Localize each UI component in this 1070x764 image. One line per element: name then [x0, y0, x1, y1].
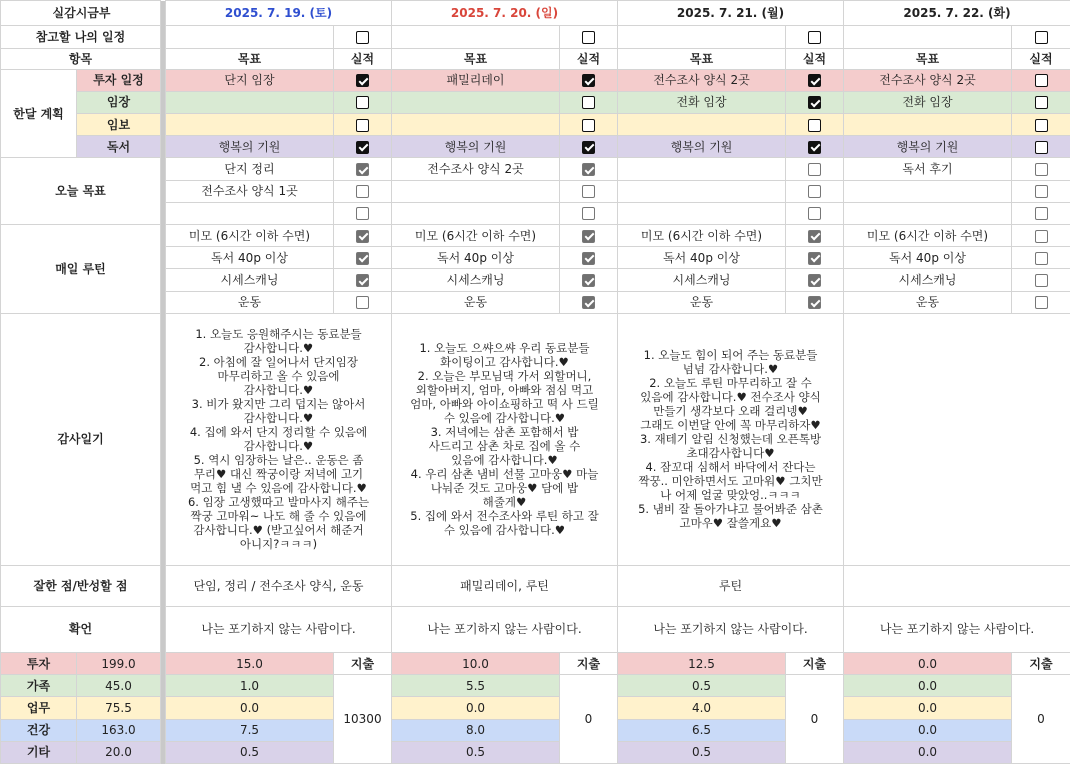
- monthly-result-cell[interactable]: [560, 136, 618, 158]
- today-goal-cell[interactable]: 독서 후기: [844, 158, 1012, 180]
- monthly-result-cell[interactable]: [1012, 114, 1070, 136]
- time-total: 163.0: [77, 719, 161, 741]
- goal-header: 목표: [166, 49, 334, 69]
- time-value-cell[interactable]: 6.5: [618, 719, 786, 741]
- today-goal-cell[interactable]: [392, 180, 560, 202]
- time-category: 투자: [1, 652, 77, 674]
- routine-cell[interactable]: 미모 (6시간 이하 수면): [166, 225, 334, 247]
- monthly-result-cell[interactable]: [560, 69, 618, 91]
- result-header: 실적: [1012, 49, 1070, 69]
- ref-schedule-check[interactable]: [1012, 26, 1070, 49]
- checkbox-icon[interactable]: [356, 96, 369, 109]
- routine-result-cell[interactable]: [1012, 225, 1070, 247]
- spend-header: 지출: [560, 652, 618, 674]
- monthly-goal-cell[interactable]: 전수조사 양식 2곳: [844, 69, 1012, 91]
- time-value-cell[interactable]: 0.5: [618, 741, 786, 763]
- today-goal-cell[interactable]: [618, 180, 786, 202]
- time-value-cell[interactable]: 0.5: [392, 741, 560, 763]
- gratitude-line: 1. 오늘도 힘이 되어 주는 동료분들: [643, 348, 818, 363]
- checkbox-icon[interactable]: [1035, 252, 1048, 265]
- routine-cell[interactable]: 시세스캐닝: [392, 269, 560, 291]
- time-category: 건강: [1, 719, 77, 741]
- gratitude-line: 아니지?ㅋㅋㅋ): [239, 537, 318, 552]
- time-value-cell[interactable]: 0.0: [844, 675, 1012, 697]
- monthly-goal-cell[interactable]: [618, 114, 786, 136]
- monthly-goal-cell[interactable]: [844, 114, 1012, 136]
- ref-schedule-check[interactable]: [786, 26, 844, 49]
- time-total: 45.0: [77, 675, 161, 697]
- gratitude-line: 3. 재테기 알림 신청했는데 오픈톡방: [639, 432, 822, 447]
- gratitude-line: 4. 우리 삼촌 냄비 선물 고마웅♥ 마늘: [410, 467, 599, 482]
- time-total: 20.0: [77, 741, 161, 763]
- gratitude-line: 2. 아침에 잘 일어나서 단지임장: [199, 355, 358, 370]
- today-goal-cell[interactable]: [618, 202, 786, 224]
- checked-checkbox-icon[interactable]: [356, 74, 369, 87]
- checked-checkbox-icon[interactable]: [356, 230, 369, 243]
- gratitude-entry[interactable]: [392, 313, 618, 565]
- date-header: 2025. 7. 21. (월): [618, 1, 844, 26]
- spend-header: 지출: [786, 652, 844, 674]
- time-value-cell[interactable]: 1.0: [166, 675, 334, 697]
- spend-header: 지출: [1012, 652, 1070, 674]
- gratitude-line: 외할아버지, 엄마, 아빠와 점심 먹고: [415, 383, 594, 398]
- today-result-cell[interactable]: [786, 158, 844, 180]
- gratitude-line: 2. 오늘도 루틴 마무리하고 잘 수: [649, 376, 812, 391]
- gratitude-line: 1. 오늘도 응원해주시는 동료분들: [195, 327, 362, 342]
- time-value-cell[interactable]: 4.0: [618, 697, 786, 719]
- checked-checkbox-icon[interactable]: [808, 230, 821, 243]
- checked-checkbox-icon[interactable]: [356, 163, 369, 176]
- checked-checkbox-icon[interactable]: [582, 274, 595, 287]
- review-cell[interactable]: 패밀리데이, 루틴: [392, 566, 618, 606]
- time-value-cell[interactable]: 0.0: [844, 652, 1012, 674]
- checkbox-icon[interactable]: [1035, 296, 1048, 309]
- monthly-result-cell[interactable]: [1012, 136, 1070, 158]
- routine-result-cell[interactable]: [560, 247, 618, 269]
- spend-header: 지출: [334, 652, 392, 674]
- ref-schedule-cell[interactable]: [844, 26, 1012, 49]
- today-goal-cell[interactable]: [392, 202, 560, 224]
- routine-cell[interactable]: 운동: [392, 291, 560, 313]
- checked-checkbox-icon[interactable]: [356, 252, 369, 265]
- routine-result-cell[interactable]: [334, 247, 392, 269]
- gratitude-line: 3. 저녁에는 삼촌 포함해서 밥: [430, 425, 579, 440]
- monthly-category: 임보: [77, 114, 161, 136]
- checkbox-icon[interactable]: [356, 119, 369, 132]
- today-result-cell[interactable]: [1012, 158, 1070, 180]
- gratitude-line: 화이팅이고 감사합니다.♥: [440, 355, 569, 370]
- gratitude-line: 초대감사합니다♥: [686, 446, 775, 461]
- checked-checkbox-icon[interactable]: [582, 252, 595, 265]
- gratitude-line: 사드리고 삼촌 차로 집에 올 수: [428, 439, 581, 454]
- gratitude-line: 만들기 생각보다 오래 걸리넹♥: [653, 404, 808, 419]
- checkbox-icon[interactable]: [582, 185, 595, 198]
- today-result-cell[interactable]: [334, 180, 392, 202]
- checkbox-icon[interactable]: [1035, 230, 1048, 243]
- gratitude-line: 3. 비가 왔지만 그리 덥지는 않아서: [191, 397, 366, 412]
- time-value-cell[interactable]: 12.5: [618, 652, 786, 674]
- time-value-cell[interactable]: 0.0: [392, 697, 560, 719]
- affirmation-label: 확언: [1, 606, 161, 652]
- gratitude-line: 나 어제 얼굴 맞았엉..ㅋㅋㅋ: [660, 488, 801, 503]
- routine-cell[interactable]: 독서 40p 이상: [166, 247, 334, 269]
- checked-checkbox-icon[interactable]: [356, 274, 369, 287]
- routine-result-cell[interactable]: [786, 291, 844, 313]
- routine-result-cell[interactable]: [560, 291, 618, 313]
- checked-checkbox-icon[interactable]: [582, 74, 595, 87]
- time-total: 75.5: [77, 697, 161, 719]
- routine-result-cell[interactable]: [334, 225, 392, 247]
- checkbox-icon[interactable]: [1035, 96, 1048, 109]
- gratitude-label: 감사일기: [1, 313, 161, 565]
- gratitude-line: 짝궁 고마워~ 나도 해 줄 수 있음에: [190, 509, 367, 524]
- gratitude-line: 감사합니다.♥: [243, 341, 314, 356]
- gratitude-line: 감사합니다.♥: [243, 439, 314, 454]
- monthly-goal-cell[interactable]: 전화 임장: [844, 91, 1012, 113]
- monthly-category: 투자 일정: [77, 69, 161, 91]
- time-value-cell[interactable]: 0.0: [844, 697, 1012, 719]
- routine-cell[interactable]: 시세스캐닝: [618, 269, 786, 291]
- time-value-cell[interactable]: 0.5: [618, 675, 786, 697]
- checkbox-icon[interactable]: [1035, 74, 1048, 87]
- monthly-result-cell[interactable]: [786, 69, 844, 91]
- checkbox-icon[interactable]: [356, 31, 369, 44]
- spend-value-cell[interactable]: 0: [560, 675, 618, 764]
- today-goal-cell[interactable]: 전수조사 양식 2곳: [392, 158, 560, 180]
- time-value-cell[interactable]: 7.5: [166, 719, 334, 741]
- checked-checkbox-icon[interactable]: [582, 163, 595, 176]
- today-result-cell[interactable]: [560, 158, 618, 180]
- checkbox-icon[interactable]: [1035, 163, 1048, 176]
- ref-schedule-cell[interactable]: [618, 26, 786, 49]
- checkbox-icon[interactable]: [582, 31, 595, 44]
- monthly-result-cell[interactable]: [560, 114, 618, 136]
- today-goal-cell[interactable]: 전수조사 양식 1곳: [166, 180, 334, 202]
- today-goal-cell[interactable]: [844, 202, 1012, 224]
- checked-checkbox-icon[interactable]: [808, 296, 821, 309]
- monthly-category: 임장: [77, 91, 161, 113]
- gratitude-line: 넘넘 감사합니다.♥: [682, 362, 779, 377]
- checkbox-icon[interactable]: [808, 31, 821, 44]
- checked-checkbox-icon[interactable]: [808, 96, 821, 109]
- routine-result-cell[interactable]: [560, 269, 618, 291]
- checkbox-icon[interactable]: [356, 185, 369, 198]
- monthly-result-cell[interactable]: [334, 114, 392, 136]
- gratitude-line: 무리♥ 대신 짝궁이랑 저녁에 고기: [193, 467, 364, 482]
- affirmation-cell[interactable]: 나는 포기하지 않는 사람이다.: [166, 606, 392, 652]
- today-result-cell[interactable]: [786, 180, 844, 202]
- checkbox-icon[interactable]: [808, 207, 821, 220]
- routine-result-cell[interactable]: [1012, 269, 1070, 291]
- gratitude-line: 6. 임장 고생했따고 발마사지 해주는: [187, 495, 370, 510]
- monthly-goal-cell[interactable]: 행복의 기원: [844, 136, 1012, 158]
- today-goal-cell[interactable]: [166, 202, 334, 224]
- time-value-cell[interactable]: 0.0: [844, 741, 1012, 763]
- affirmation-cell[interactable]: 나는 포기하지 않는 사람이다.: [392, 606, 618, 652]
- checkbox-icon[interactable]: [808, 163, 821, 176]
- monthly-goal-cell[interactable]: [166, 91, 334, 113]
- review-cell[interactable]: [844, 566, 1070, 606]
- monthly-goal-cell[interactable]: [392, 91, 560, 113]
- routine-label: 매일 루틴: [1, 225, 161, 314]
- gratitude-entry[interactable]: [844, 313, 1070, 565]
- checkbox-icon[interactable]: [1035, 141, 1048, 154]
- checkbox-icon[interactable]: [808, 119, 821, 132]
- goal-header: 목표: [844, 49, 1012, 69]
- gratitude-line: 5. 집에 와서 전수조사와 루틴 하고 잘: [410, 509, 599, 524]
- time-value-cell[interactable]: 8.0: [392, 719, 560, 741]
- today-result-cell[interactable]: [334, 202, 392, 224]
- gratitude-line: 1. 오늘도 으쌰으쌰 우리 동료분들: [419, 341, 590, 356]
- gratitude-line: 감사합니다.♥: [243, 411, 314, 426]
- affirmation-cell[interactable]: 나는 포기하지 않는 사람이다.: [844, 606, 1070, 652]
- time-category: 가족: [1, 675, 77, 697]
- monthly-result-cell[interactable]: [1012, 69, 1070, 91]
- today-goal-cell[interactable]: [844, 180, 1012, 202]
- checkbox-icon[interactable]: [1035, 185, 1048, 198]
- spend-value-cell[interactable]: 0: [786, 675, 844, 764]
- time-category: 업무: [1, 697, 77, 719]
- checkbox-icon[interactable]: [582, 96, 595, 109]
- checkbox-icon[interactable]: [582, 207, 595, 220]
- routine-result-cell[interactable]: [786, 225, 844, 247]
- today-result-cell[interactable]: [1012, 180, 1070, 202]
- monthly-goal-cell[interactable]: 행복의 기원: [166, 136, 334, 158]
- today-result-cell[interactable]: [786, 202, 844, 224]
- gratitude-line: 5. 냄비 잘 돌아가냐고 물어봐준 삼촌: [638, 502, 823, 517]
- gratitude-line: 짝꿍.. 미안하면서도 고마워♥ 그치만: [638, 474, 823, 489]
- checkbox-icon[interactable]: [808, 185, 821, 198]
- monthly-goal-cell[interactable]: 행복의 기원: [618, 136, 786, 158]
- result-header: 실적: [560, 49, 618, 69]
- monthly-category: 독서: [77, 136, 161, 158]
- checkbox-icon[interactable]: [1035, 119, 1048, 132]
- checked-checkbox-icon[interactable]: [808, 74, 821, 87]
- ref-schedule-cell[interactable]: [166, 26, 334, 49]
- gratitude-line: 수 있음에 감사합니다.♥: [443, 411, 566, 426]
- spend-value-cell[interactable]: 0: [1012, 675, 1070, 764]
- gratitude-line: 고마우♥ 잘쓸게요♥: [679, 516, 782, 531]
- checkbox-icon[interactable]: [1035, 207, 1048, 220]
- routine-cell[interactable]: 독서 40p 이상: [392, 247, 560, 269]
- gratitude-line: 수 있음에 감사합니다.♥: [443, 523, 566, 538]
- time-value-cell[interactable]: 10.0: [392, 652, 560, 674]
- checked-checkbox-icon[interactable]: [356, 141, 369, 154]
- time-value-cell[interactable]: 0.0: [166, 697, 334, 719]
- today-goal-cell[interactable]: [618, 158, 786, 180]
- ref-schedule-check[interactable]: [560, 26, 618, 49]
- monthly-goal-cell[interactable]: [166, 114, 334, 136]
- checkbox-icon[interactable]: [356, 207, 369, 220]
- routine-cell[interactable]: 운동: [618, 291, 786, 313]
- routine-cell[interactable]: 시세스캐닝: [166, 269, 334, 291]
- gratitude-line: 먹고 힘 낼 수 있음에 감사합니다.♥: [190, 481, 367, 496]
- today-result-cell[interactable]: [1012, 202, 1070, 224]
- checkbox-icon[interactable]: [582, 119, 595, 132]
- routine-cell[interactable]: 미모 (6시간 이하 수면): [618, 225, 786, 247]
- routine-cell[interactable]: 미모 (6시간 이하 수면): [844, 225, 1012, 247]
- monthly-result-cell[interactable]: [1012, 91, 1070, 113]
- ref-schedule-check[interactable]: [334, 26, 392, 49]
- date-header: 2025. 7. 20. (일): [392, 1, 618, 26]
- monthly-result-cell[interactable]: [786, 136, 844, 158]
- gratitude-line: 2. 오늘은 부모님댁 가서 외할머니,: [417, 369, 592, 384]
- time-category: 기타: [1, 741, 77, 763]
- routine-cell[interactable]: 운동: [166, 291, 334, 313]
- time-value-cell[interactable]: 15.0: [166, 652, 334, 674]
- routine-cell[interactable]: 독서 40p 이상: [844, 247, 1012, 269]
- review-label: 잘한 점/반성할 점: [1, 566, 161, 606]
- gratitude-line: 감사합니다.♥ (받고싶어서 해준거: [193, 523, 364, 538]
- gratitude-line: 마무리하고 올 수 있음에: [217, 369, 340, 384]
- monthly-goal-cell[interactable]: 전화 임장: [618, 91, 786, 113]
- routine-result-cell[interactable]: [786, 269, 844, 291]
- gratitude-line: 감사합니다.♥: [243, 383, 314, 398]
- gratitude-line: 해줄게♥: [482, 495, 527, 510]
- sheet-title: 실감시금부: [1, 1, 161, 26]
- checkbox-icon[interactable]: [1035, 274, 1048, 287]
- date-header: 2025. 7. 22. (화): [844, 1, 1070, 26]
- gratitude-line: 나눠준 것도 고마웅♥ 담에 밥: [430, 481, 579, 496]
- today-result-cell[interactable]: [560, 180, 618, 202]
- gratitude-line: 있음에 감사합니다.♥: [451, 453, 558, 468]
- gratitude-entry[interactable]: [166, 313, 392, 565]
- monthly-goal-cell[interactable]: 단지 임장: [166, 69, 334, 91]
- goal-header: 목표: [618, 49, 786, 69]
- routine-result-cell[interactable]: [1012, 291, 1070, 313]
- monthly-result-cell[interactable]: [334, 69, 392, 91]
- routine-cell[interactable]: 운동: [844, 291, 1012, 313]
- monthly-result-cell[interactable]: [786, 91, 844, 113]
- gratitude-line: 4. 잠꼬대 심해서 바닥에서 잔다는: [645, 460, 816, 475]
- checked-checkbox-icon[interactable]: [808, 274, 821, 287]
- time-total: 199.0: [77, 652, 161, 674]
- today-result-cell[interactable]: [334, 158, 392, 180]
- time-value-cell[interactable]: 0.5: [166, 741, 334, 763]
- result-header: 실적: [786, 49, 844, 69]
- checked-checkbox-icon[interactable]: [582, 296, 595, 309]
- routine-result-cell[interactable]: [786, 247, 844, 269]
- result-header: 실적: [334, 49, 392, 69]
- today-result-cell[interactable]: [560, 202, 618, 224]
- gratitude-line: 5. 역시 임장하는 날은.. 운동은 좀: [193, 453, 364, 468]
- checkbox-icon[interactable]: [356, 296, 369, 309]
- gratitude-line: 엄마, 아빠와 아이쇼핑하고 떡 사 드릴: [410, 397, 599, 412]
- monthly-goal-cell[interactable]: 전수조사 양식 2곳: [618, 69, 786, 91]
- ref-schedule-label: 참고할 나의 일정: [1, 26, 161, 49]
- review-cell[interactable]: 루틴: [618, 566, 844, 606]
- gratitude-line: 그래도 이번달 안에 꼭 마무리하자♥: [640, 418, 821, 433]
- monthly-goal-cell[interactable]: 패밀리데이: [392, 69, 560, 91]
- routine-result-cell[interactable]: [334, 269, 392, 291]
- monthly-result-cell[interactable]: [560, 91, 618, 113]
- routine-result-cell[interactable]: [1012, 247, 1070, 269]
- monthly-goal-cell[interactable]: [392, 114, 560, 136]
- checked-checkbox-icon[interactable]: [582, 230, 595, 243]
- routine-cell[interactable]: 미모 (6시간 이하 수면): [392, 225, 560, 247]
- monthly-result-cell[interactable]: [786, 114, 844, 136]
- goal-header: 목표: [392, 49, 560, 69]
- monthly-goal-cell[interactable]: 행복의 기원: [392, 136, 560, 158]
- today-goal-cell[interactable]: 단지 정리: [166, 158, 334, 180]
- spend-value-cell[interactable]: 10300: [334, 675, 392, 764]
- affirmation-cell[interactable]: 나는 포기하지 않는 사람이다.: [618, 606, 844, 652]
- checked-checkbox-icon[interactable]: [808, 252, 821, 265]
- checkbox-icon[interactable]: [1035, 31, 1048, 44]
- monthly-result-cell[interactable]: [334, 136, 392, 158]
- gratitude-line: 4. 집에 와서 단지 정리할 수 있음에: [189, 425, 368, 440]
- checked-checkbox-icon[interactable]: [582, 141, 595, 154]
- gratitude-entry[interactable]: [618, 313, 844, 565]
- gratitude-line: 있음에 감사합니다.♥ 전수조사 양식: [640, 390, 821, 405]
- checked-checkbox-icon[interactable]: [808, 141, 821, 154]
- routine-cell[interactable]: 시세스캐닝: [844, 269, 1012, 291]
- routine-result-cell[interactable]: [560, 225, 618, 247]
- routine-cell[interactable]: 독서 40p 이상: [618, 247, 786, 269]
- today-goal-label: 오늘 목표: [1, 158, 161, 225]
- monthly-plan-label: 한달 계획: [1, 69, 77, 158]
- review-cell[interactable]: 단임, 정리 / 전수조사 양식, 운동: [166, 566, 392, 606]
- ref-schedule-cell[interactable]: [392, 26, 560, 49]
- item-label: 항목: [1, 49, 161, 69]
- date-header: 2025. 7. 19. (토): [166, 1, 392, 26]
- routine-result-cell[interactable]: [334, 291, 392, 313]
- monthly-result-cell[interactable]: [334, 91, 392, 113]
- time-value-cell[interactable]: 0.0: [844, 719, 1012, 741]
- time-value-cell[interactable]: 5.5: [392, 675, 560, 697]
